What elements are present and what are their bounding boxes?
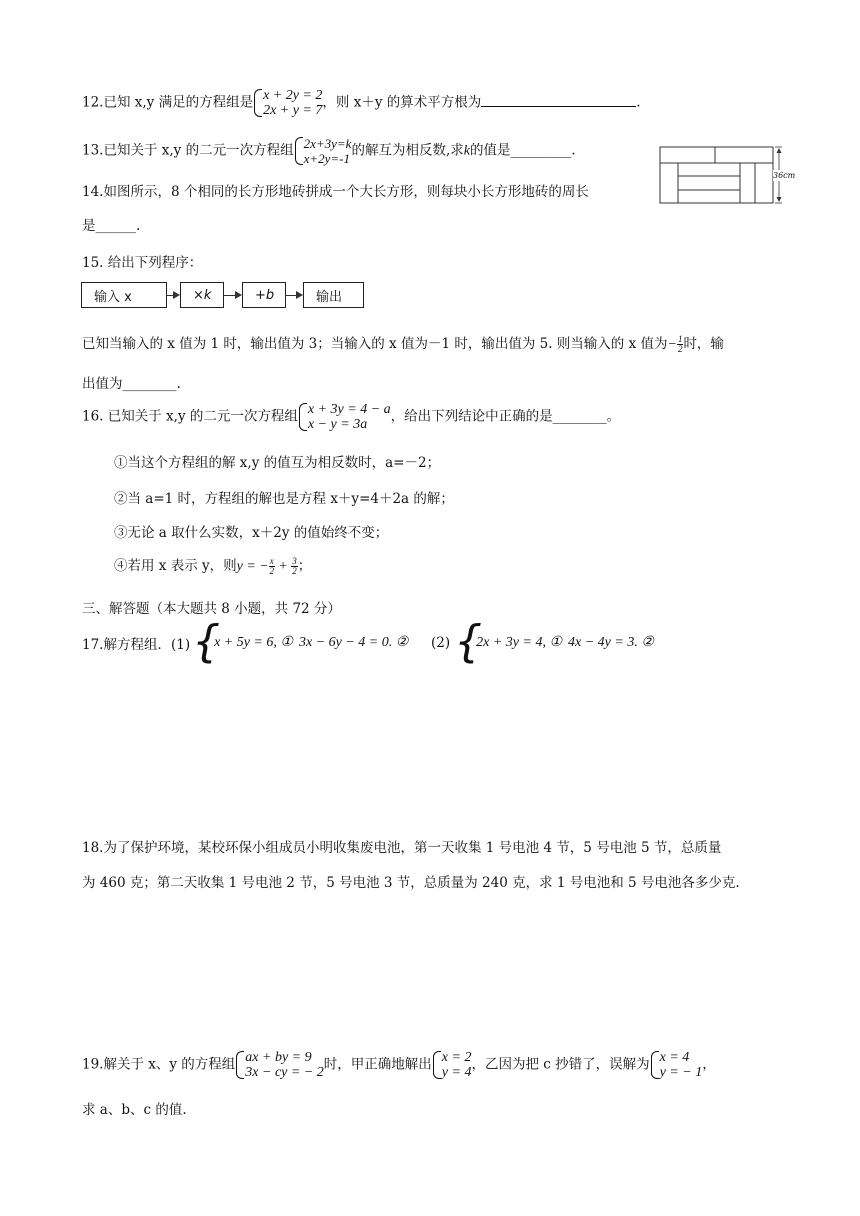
q16-text-b: ，给出下列结论中正确的是 — [390, 408, 553, 425]
q13-text-b: 的解互为相反数,求 — [351, 142, 464, 159]
q19-sol2-x: x = 4 — [659, 1050, 690, 1065]
q13-text-a: 13.已知关于 x,y 的二元一次方程组 — [82, 142, 294, 159]
flow-box-output: 输出 — [303, 282, 364, 308]
q19-equation-system — [235, 1050, 323, 1080]
q17-label: 17.解方程组．(1) — [82, 637, 191, 653]
q16-frac2-num: 3 — [292, 556, 297, 566]
q19-solution-2 — [650, 1050, 703, 1080]
q15-blank: ________ — [122, 376, 177, 392]
q17-s1-eq2: 3x − 6y − 4 = 0. ② — [298, 635, 409, 650]
tile-diagram — [658, 140, 788, 208]
q13-var-k: k — [463, 143, 470, 159]
q15-frac-den: 2 — [677, 344, 683, 354]
q12-eq1: x + 2y = 2 — [263, 88, 323, 103]
q16-equation-system — [298, 402, 391, 432]
q14-line1: 14.如图所示，8 个相同的长方形地砖拼成一个大长方形，则每块小长方形地砖的周长 — [82, 184, 589, 200]
flow-box-input: 输入 x — [81, 282, 167, 308]
q17-label2: (2) — [431, 635, 451, 651]
question-17-part-2 — [431, 632, 654, 654]
q15-line2 — [82, 372, 181, 392]
question-19 — [82, 1050, 716, 1080]
q15-frac-num: 1 — [677, 334, 683, 344]
q16-text-a: 16. 已知关于 x,y 的二元一次方程组 — [82, 408, 298, 425]
q19-line2: 求 a、b、c 的值. — [82, 1102, 187, 1118]
q13-blank: _________ — [510, 142, 572, 159]
question-12 — [82, 88, 641, 118]
q13-end: . — [571, 142, 576, 159]
tile-diagram-dimension: 36cm — [773, 171, 796, 180]
q13-text-c: 的值是 — [469, 142, 511, 159]
q16-option-3: ③无论 a 取什么实数，x＋2y 的值始终不变； — [114, 525, 389, 541]
q15-line1-end: 时，输 — [683, 336, 724, 352]
q17-s1-eq1: x + 5y = 6, ① — [214, 635, 293, 650]
q16-option-2: ②当 a=1 时，方程组的解也是方程 x＋y=4＋2a 的解； — [114, 491, 454, 507]
q16-frac2-den: 2 — [292, 566, 297, 576]
q19-solution-1 — [432, 1050, 472, 1080]
q13-equation-system — [294, 136, 352, 166]
q17-s2-eq1: 2x + 3y = 4, ① — [476, 635, 562, 650]
q16-end: 。 — [606, 408, 621, 425]
flow-box-add: +b — [242, 282, 286, 308]
q16-opt4-text: ④若用 x 表示 y，则 — [114, 558, 237, 574]
q15-line2-text: 出值为 — [82, 376, 123, 392]
q16-option-4 — [114, 554, 311, 576]
section-3-heading: 三、解答题（本大题共 8 小题，共 72 分） — [82, 601, 341, 617]
q17-system-1 — [192, 632, 408, 654]
question-16 — [82, 402, 620, 432]
q15-end: . — [176, 376, 181, 392]
q14-blank: ______ — [95, 218, 136, 234]
q15-line1 — [82, 332, 724, 354]
q19-sol1-x: x = 2 — [441, 1050, 472, 1065]
q19-text-b: 时，甲正确地解出 — [323, 1056, 432, 1073]
q19-text-a: 19.解关于 x、y 的方程组 — [82, 1056, 236, 1073]
q19-sol2-y: y = − 1 — [659, 1065, 703, 1080]
q15-sign: − — [667, 337, 677, 352]
q19-eq1: ax + by = 9 — [245, 1050, 312, 1065]
question-17 — [82, 632, 408, 654]
q16-eq1: x + 3y = 4 − a — [307, 402, 391, 417]
q19-eq2: 3x − cy = − 2 — [245, 1065, 324, 1080]
flow-arrow — [286, 295, 301, 296]
q16-opt4-end: ； — [297, 558, 312, 574]
flow-arrow — [167, 295, 178, 296]
q15-line1-text: 已知当输入的 x 值为 1 时，输出值为 3；当输入的 x 值为－1 时，输出值为 5. 则当输入的 x 值为 — [82, 336, 668, 352]
q14-line2 — [82, 214, 140, 234]
q12-text-a: 12.已知 x,y 满足的方程组是 — [82, 94, 254, 111]
q18-line2: 为 460 克；第二天收集 1 号电池 2 节，5 号电池 3 节，总质量为 240 克，求 1 号电池和 5 号电池各多少克. — [82, 875, 740, 891]
flow-box-multiply: ×k — [180, 282, 224, 308]
q13-eq1: 2x+3y=k — [303, 136, 352, 151]
q16-opt4-lhs: y = − — [236, 559, 269, 574]
flow-arrow — [224, 295, 240, 296]
q19-text-c: ，乙因为把 c 抄错了，误解为 — [471, 1056, 650, 1073]
q16-eq2: x − y = 3a — [307, 417, 368, 432]
q16-blank: ________ — [552, 408, 607, 425]
q16-option-1: ①当这个方程组的解 x,y 的值互为相反数时，a=－2； — [114, 455, 441, 471]
q13-eq2: x+2y=-1 — [303, 151, 351, 166]
q17-system-2 — [454, 632, 654, 654]
q12-text-b: ，则 x＋y 的算术平方根为 — [322, 94, 482, 111]
q16-frac1-num: x — [269, 556, 274, 566]
q18-line1: 18.为了保护环境，某校环保小组成员小明收集废电池，第一天收集 1 号电池 4 节，5 号电池 5 节，总质量 — [82, 840, 722, 856]
q19-sol1-y: y = 4 — [441, 1065, 472, 1080]
q14-end: . — [136, 218, 141, 234]
q16-frac1-den: 2 — [269, 566, 274, 576]
q19-text-d: ， — [702, 1056, 716, 1073]
q12-end: . — [636, 94, 641, 111]
q16-opt4-plus: + — [274, 559, 292, 574]
q17-s2-eq2: 4x − 4y = 3. ② — [568, 635, 654, 650]
q12-eq2: 2x + y = 7 — [263, 103, 323, 118]
q15-title: 15. 给出下列程序： — [82, 255, 203, 271]
q12-answer-blank — [481, 94, 636, 107]
q12-equation-system — [253, 88, 322, 118]
question-13 — [82, 136, 576, 166]
q14-line2-text: 是 — [82, 218, 96, 234]
